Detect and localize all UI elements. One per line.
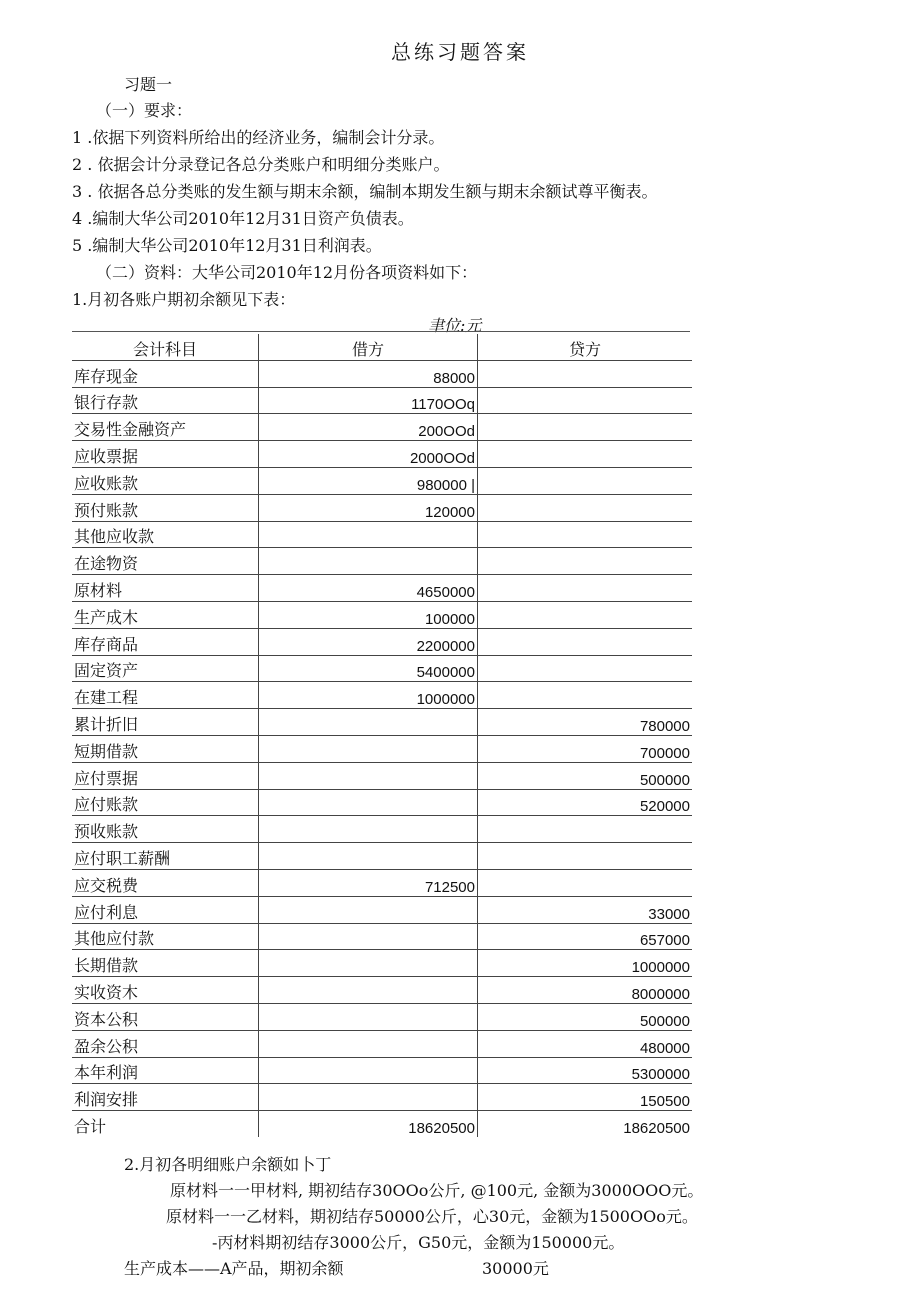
debit-cell	[259, 843, 478, 870]
credit-cell	[478, 387, 693, 414]
detail-line: 原材料一一乙材料，期初结存50000公斤，心30元，金额为1500OOo元。	[166, 1207, 698, 1226]
table-row	[72, 601, 692, 628]
credit-cell	[478, 521, 693, 548]
account-cell: 预付账款	[72, 494, 259, 521]
debit-cell	[259, 923, 478, 950]
account-cell: 应付利息	[72, 896, 259, 923]
debit-cell: 5400000	[259, 655, 478, 682]
page-title: 总练习题答案	[391, 40, 529, 64]
table-row	[72, 575, 692, 602]
debit-cell	[259, 762, 478, 789]
account-cell: 银行存款	[72, 387, 259, 414]
table-row	[72, 869, 692, 896]
table-row	[72, 655, 692, 682]
credit-cell: 8000000	[478, 977, 693, 1004]
debit-cell: 4650000	[259, 575, 478, 602]
debit-cell: 1000000	[259, 682, 478, 709]
debit-cell	[259, 977, 478, 1004]
credit-cell: 500000	[478, 762, 693, 789]
debit-cell: 712500	[259, 869, 478, 896]
table-row	[72, 843, 692, 870]
header-debit: 借方	[259, 334, 478, 360]
table-row	[72, 896, 692, 923]
debit-cell: 2000OOd	[259, 441, 478, 468]
table-row	[72, 628, 692, 655]
table-row	[72, 1057, 692, 1084]
detail-line: 原材料一一甲材料, 期初结存30OOo公斤, @100元, 金额为3000OOO元。	[170, 1181, 704, 1200]
account-cell: 利润安排	[72, 1084, 259, 1111]
debit-cell	[259, 521, 478, 548]
credit-cell: 500000	[478, 1003, 693, 1030]
credit-cell	[478, 843, 693, 870]
credit-cell	[478, 575, 693, 602]
account-cell: 应收票据	[72, 441, 259, 468]
table-row	[72, 1030, 692, 1057]
credit-cell	[478, 682, 693, 709]
table-header-row	[72, 334, 692, 360]
account-cell: 原材料	[72, 575, 259, 602]
credit-cell	[478, 655, 693, 682]
account-cell: 预收账款	[72, 816, 259, 843]
credit-cell: 700000	[478, 735, 693, 762]
debit-cell	[259, 1030, 478, 1057]
header-credit: 贷方	[478, 334, 693, 360]
account-cell: 实收资木	[72, 977, 259, 1004]
opening-balance-table	[72, 334, 692, 1137]
account-cell: 其他应付款	[72, 923, 259, 950]
account-cell: 长期借款	[72, 950, 259, 977]
table-row	[72, 709, 692, 736]
credit-cell	[478, 548, 693, 575]
table-row	[72, 682, 692, 709]
credit-cell	[478, 360, 693, 387]
table-row	[72, 1111, 692, 1137]
unit-label: 聿位:元	[428, 316, 482, 335]
table-top-rule	[72, 331, 690, 332]
exercise-heading: 习题一	[124, 75, 173, 94]
detail-amount: 30000元	[482, 1259, 549, 1278]
account-cell: 库存商品	[72, 628, 259, 655]
debit-cell	[259, 816, 478, 843]
account-cell: 合计	[74, 1116, 107, 1136]
table-row	[72, 467, 692, 494]
account-cell: 资本公积	[72, 1003, 259, 1030]
credit-cell	[478, 467, 693, 494]
table-row	[72, 414, 692, 441]
table-row	[72, 735, 692, 762]
table-row	[72, 387, 692, 414]
credit-cell: 1000000	[478, 950, 693, 977]
table-row	[72, 1084, 692, 1111]
table-row	[72, 1003, 692, 1030]
requirement-item: 4 .编制大华公司2010年12月31日资产负债表。	[72, 209, 414, 228]
debit-cell	[259, 950, 478, 977]
credit-cell	[478, 869, 693, 896]
credit-cell: 33000	[478, 896, 693, 923]
account-cell: 应收账款	[72, 467, 259, 494]
account-cell: 应付票据	[72, 762, 259, 789]
debit-cell: 1170OOq	[259, 387, 478, 414]
debit-cell: 18620500	[259, 1111, 478, 1137]
account-cell: 在途物资	[72, 548, 259, 575]
account-cell: 应付职工薪酬	[72, 843, 259, 870]
debit-cell	[259, 896, 478, 923]
table-row	[72, 441, 692, 468]
debit-cell: 980000 |	[259, 467, 478, 494]
debit-cell: 2200000	[259, 628, 478, 655]
header-account: 会计科目	[72, 334, 259, 360]
table-row	[72, 789, 692, 816]
debit-cell: 200OOd	[259, 414, 478, 441]
account-cell: 固定资产	[72, 655, 259, 682]
account-cell: 生产成木	[72, 601, 259, 628]
requirement-item: 1 .依据下列资料所给出的经济业务，编制会计分录。	[72, 128, 445, 147]
account-cell: 累计折旧	[72, 709, 259, 736]
credit-cell	[478, 414, 693, 441]
account-cell: 交易性金融资产	[72, 414, 259, 441]
credit-cell	[478, 816, 693, 843]
credit-cell: 18620500	[478, 1111, 693, 1137]
debit-cell	[259, 735, 478, 762]
requirement-item: 2 . 依据会计分录登记各总分类账户和明细分类账户。	[72, 155, 450, 174]
table-row	[72, 950, 692, 977]
debit-cell	[259, 1057, 478, 1084]
requirements-heading: （一）要求：	[96, 101, 193, 120]
table-row	[72, 521, 692, 548]
materials-item: 1.月初各账户期初余额见下表：	[72, 290, 296, 309]
requirement-item: 3 . 依据各总分类账的发生额与期末余额，编制本期发生额与期末余额试尊平衡表。	[72, 182, 658, 201]
debit-cell	[259, 548, 478, 575]
debit-cell	[259, 709, 478, 736]
account-cell: 应交税费	[72, 869, 259, 896]
table-row	[72, 494, 692, 521]
account-cell: 短期借款	[72, 735, 259, 762]
account-cell: 其他应收款	[72, 521, 259, 548]
detail-line: 生产成本——A产品，期初余额	[124, 1259, 344, 1278]
credit-cell: 150500	[478, 1084, 693, 1111]
debit-cell: 100000	[259, 601, 478, 628]
materials-heading: （二）资料：大华公司2010年12月份各项资料如下：	[96, 263, 478, 282]
account-cell: 本年利润	[72, 1057, 259, 1084]
table-row	[72, 762, 692, 789]
details-heading: 2.月初各明细账户余额如卜丁	[124, 1155, 332, 1174]
table-row	[72, 360, 692, 387]
credit-cell: 480000	[478, 1030, 693, 1057]
debit-cell	[259, 1084, 478, 1111]
credit-cell: 520000	[478, 789, 693, 816]
account-cell: 库存现金	[72, 360, 259, 387]
credit-cell	[478, 601, 693, 628]
debit-cell: 120000	[259, 494, 478, 521]
credit-cell	[478, 494, 693, 521]
debit-cell	[259, 789, 478, 816]
detail-line: -丙材料期初结存3000公斤，G50元，金额为150000元。	[212, 1233, 625, 1252]
requirement-item: 5 .编制大华公司2010年12月31日利润表。	[72, 236, 382, 255]
account-cell: 应付账款	[72, 789, 259, 816]
table-row	[72, 548, 692, 575]
debit-cell: 88000	[259, 360, 478, 387]
credit-cell	[478, 441, 693, 468]
credit-cell: 5300000	[478, 1057, 693, 1084]
credit-cell	[478, 628, 693, 655]
account-cell: 盈余公积	[72, 1030, 259, 1057]
table-row	[72, 816, 692, 843]
table-row	[72, 977, 692, 1004]
credit-cell: 657000	[478, 923, 693, 950]
credit-cell: 780000	[478, 709, 693, 736]
table-row	[72, 923, 692, 950]
account-cell: 在建工程	[72, 682, 259, 709]
debit-cell	[259, 1003, 478, 1030]
